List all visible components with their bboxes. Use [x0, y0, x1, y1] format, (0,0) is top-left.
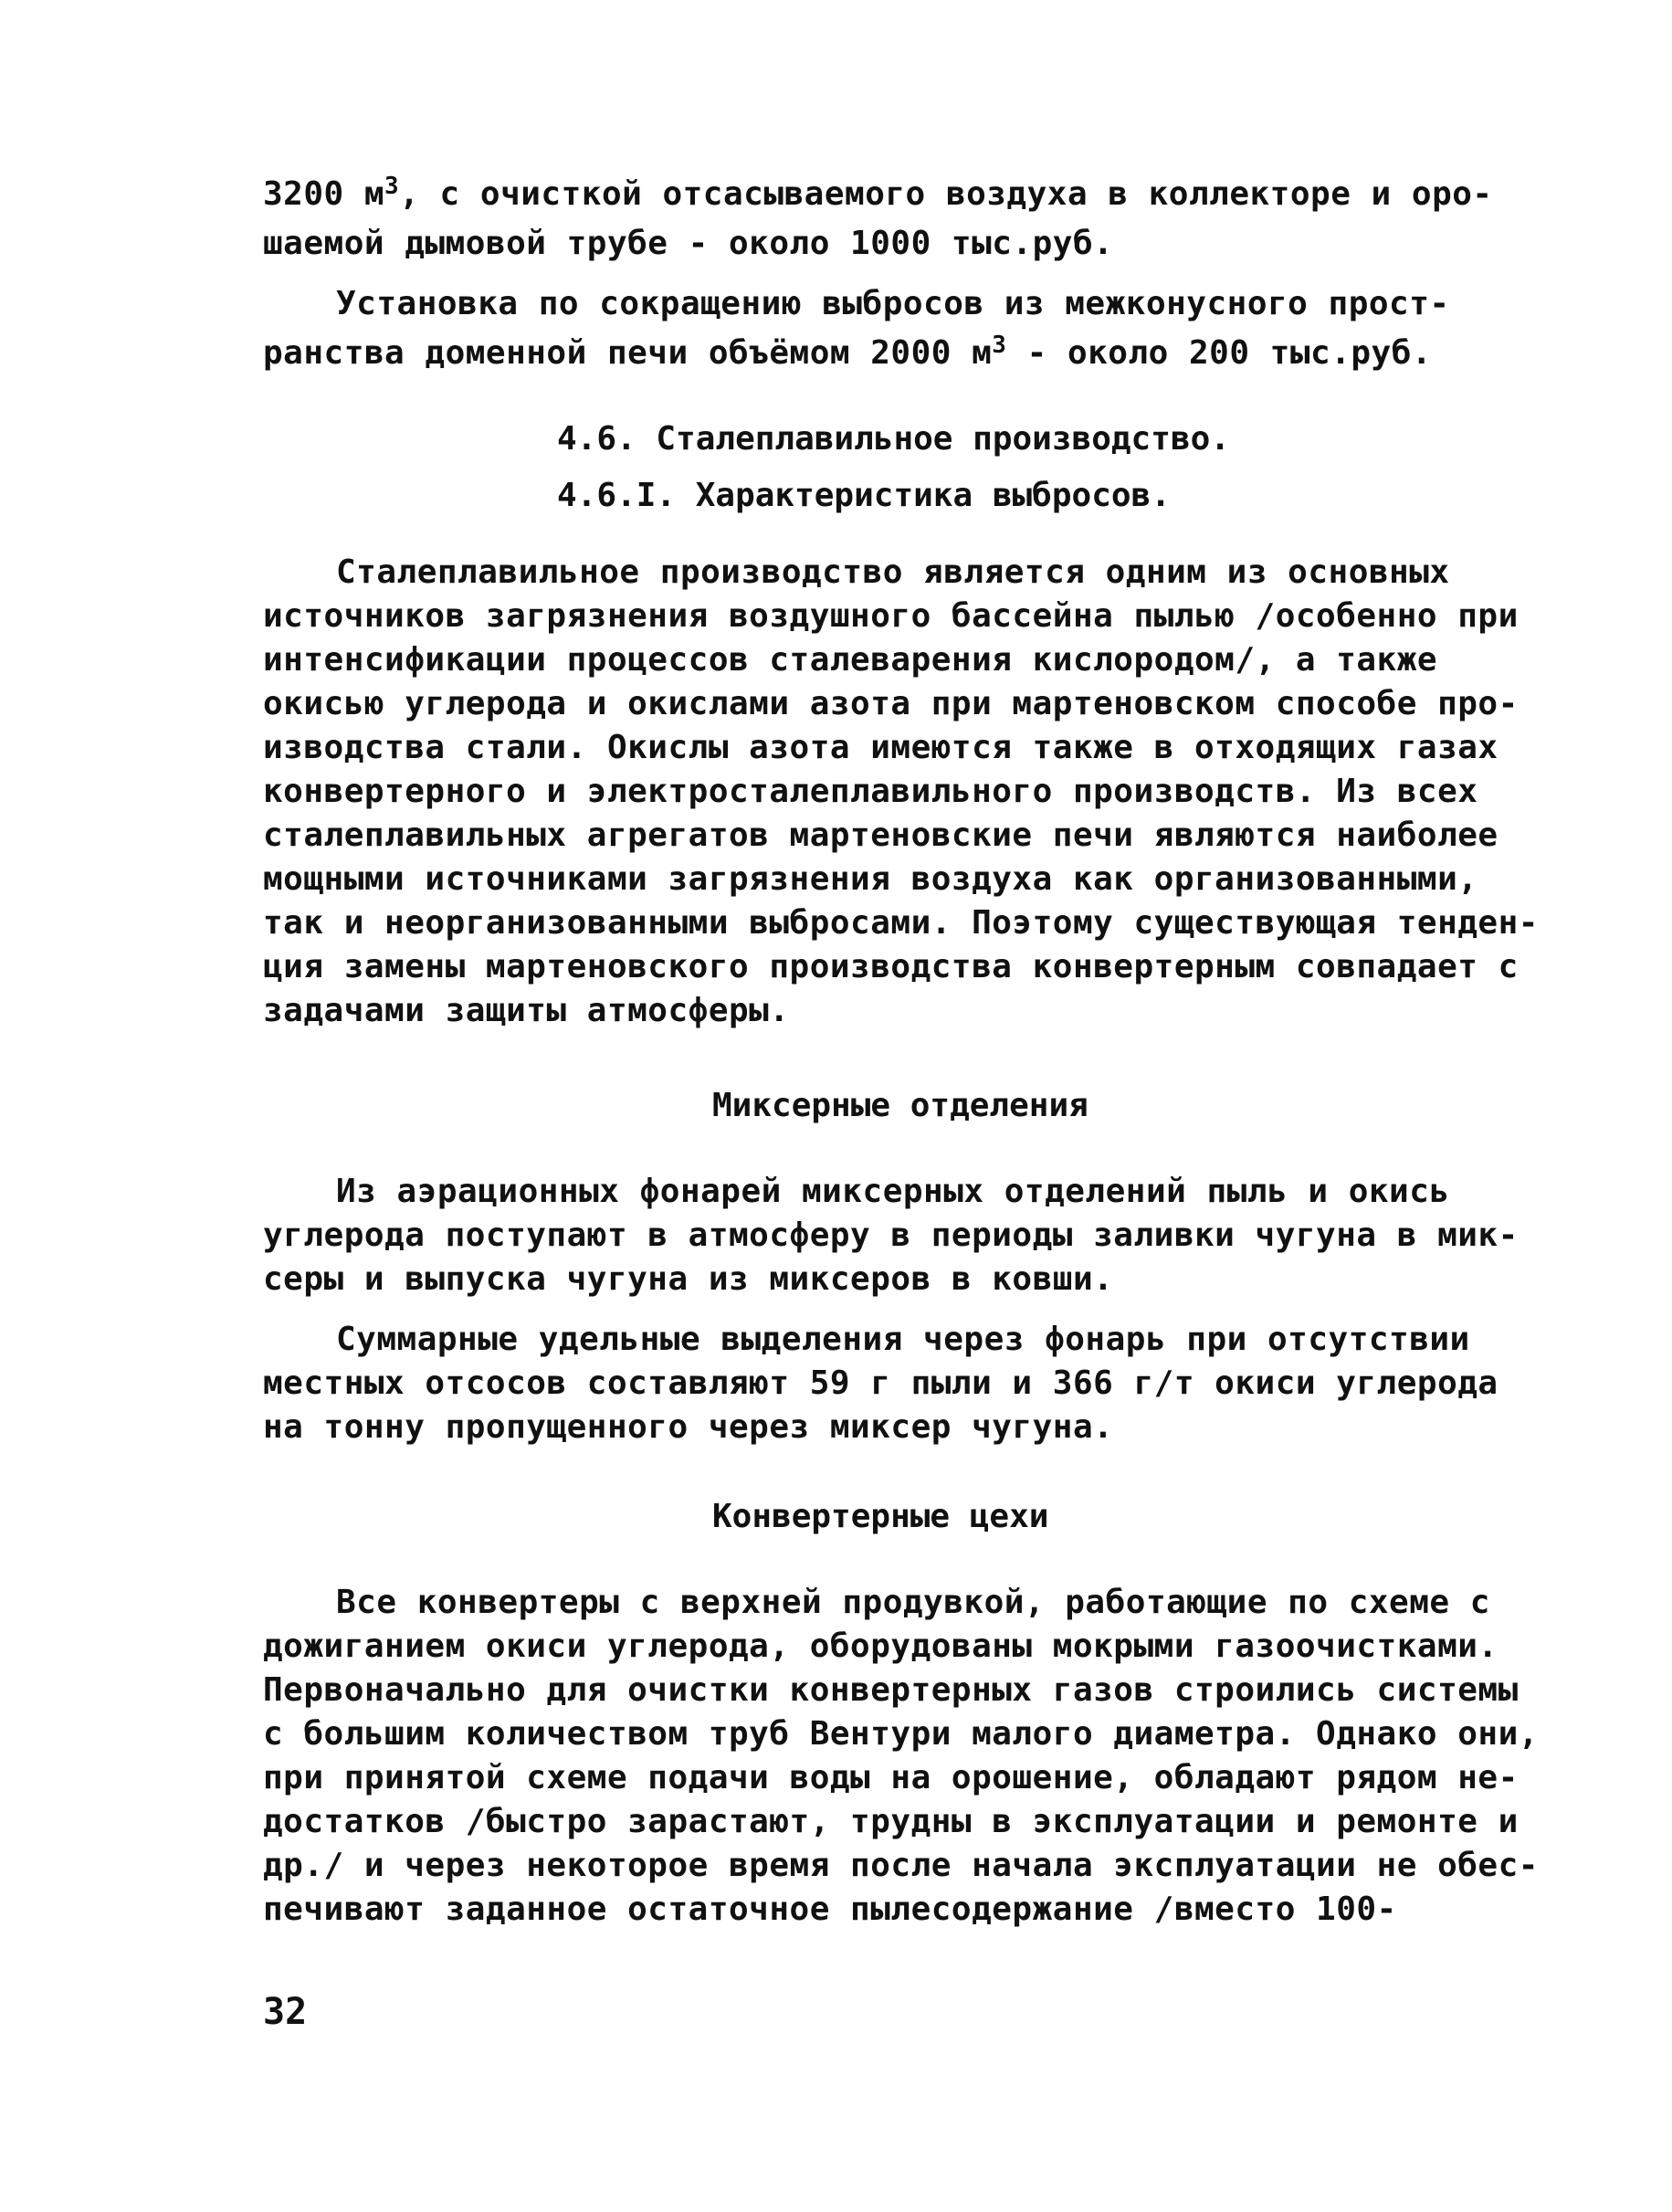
- text-line: с большим количеством труб Вентури малого диаметра. Однако они,: [263, 1715, 1539, 1753]
- text-line: окисью углерода и окислами азота при мартеновском способе про-: [263, 685, 1519, 722]
- text-line: интенсификации процессов сталеварения кислородом/, а также: [263, 641, 1438, 679]
- section-heading: Миксерные отделения: [712, 1087, 1088, 1124]
- text-line: ция замены мартеновского производства конвертерным совпадает с: [263, 948, 1519, 985]
- text-line: достатков /быстро зарастают, трудны в эксплуатации и ремонте и: [263, 1803, 1519, 1840]
- text-line: задачами защиты атмосферы.: [263, 992, 790, 1029]
- text-line: дожиганием окиси углерода, оборудованы мокрыми газоочистками.: [263, 1627, 1498, 1665]
- text-line: серы и выпуска чугуна из миксеров в ковши.: [263, 1260, 1114, 1298]
- text-line: Суммарные удельные выделения через фонарь при отсутствии: [336, 1321, 1470, 1358]
- text-line: Из аэрационных фонарей миксерных отделений пыль и окись: [336, 1173, 1450, 1210]
- text-line: местных отсосов составляют 59 г пыли и 366 г/т окиси углерода: [263, 1364, 1498, 1402]
- text-line: Первоначально для очистки конвертерных газов строились системы: [263, 1671, 1519, 1709]
- section-heading: 4.6. Сталеплавильное производство.: [557, 420, 1230, 458]
- text-line: на тонну пропущенного через миксер чугуна.: [263, 1408, 1114, 1446]
- text-line: углерода поступают в атмосферу в периоды заливки чугуна в мик-: [263, 1217, 1519, 1254]
- subsection-heading: 4.6.I. Характеристика выбросов.: [557, 477, 1171, 514]
- text-line: ранства доменной печи объёмом 2000 $м^3$ - около 200 тыс.руб.: [263, 332, 1433, 372]
- text-line: Все конвертеры с верхней продувкой, работающие по схеме с: [336, 1584, 1490, 1621]
- text-line: шаемой дымовой трубе - около 1000 тыс.руб.: [263, 225, 1114, 262]
- text-line: мощными источниками загрязнения воздуха как организованными,: [263, 860, 1478, 898]
- text-line: сталеплавильных агрегатов мартеновские печи являются наиболее: [263, 816, 1498, 854]
- text-line: при принятой схеме подачи воды на орошение, обладают рядом не-: [263, 1759, 1519, 1796]
- text-line: др./ и через некоторое время после начала эксплуатации не обес-: [263, 1847, 1539, 1884]
- section-heading: Конвертерные цехи: [712, 1498, 1049, 1535]
- text-line: так и неорганизованными выбросами. Поэтому существующая тенден-: [263, 904, 1539, 942]
- text-line: конвертерного и электросталеплавильного производств. Из всех: [263, 773, 1478, 810]
- text-line: источников загрязнения воздушного бассейна пылью /особенно при: [263, 597, 1519, 635]
- page-number: 32: [263, 1991, 308, 2033]
- text-line: 3200 $м^3$, с очисткой отсасываемого воздуха в коллекторе и оро-: [263, 173, 1493, 213]
- text-line: изводства стали. Окислы азота имеются также в отходящих газах: [263, 729, 1498, 766]
- text-line: Сталеплавильное производство является одним из основных: [336, 553, 1450, 591]
- text-line: печивают заданное остаточное пылесодержание /вместо 100-: [263, 1891, 1397, 1928]
- text-line: Установка по сокращению выбросов из межконусного прост-: [336, 285, 1450, 322]
